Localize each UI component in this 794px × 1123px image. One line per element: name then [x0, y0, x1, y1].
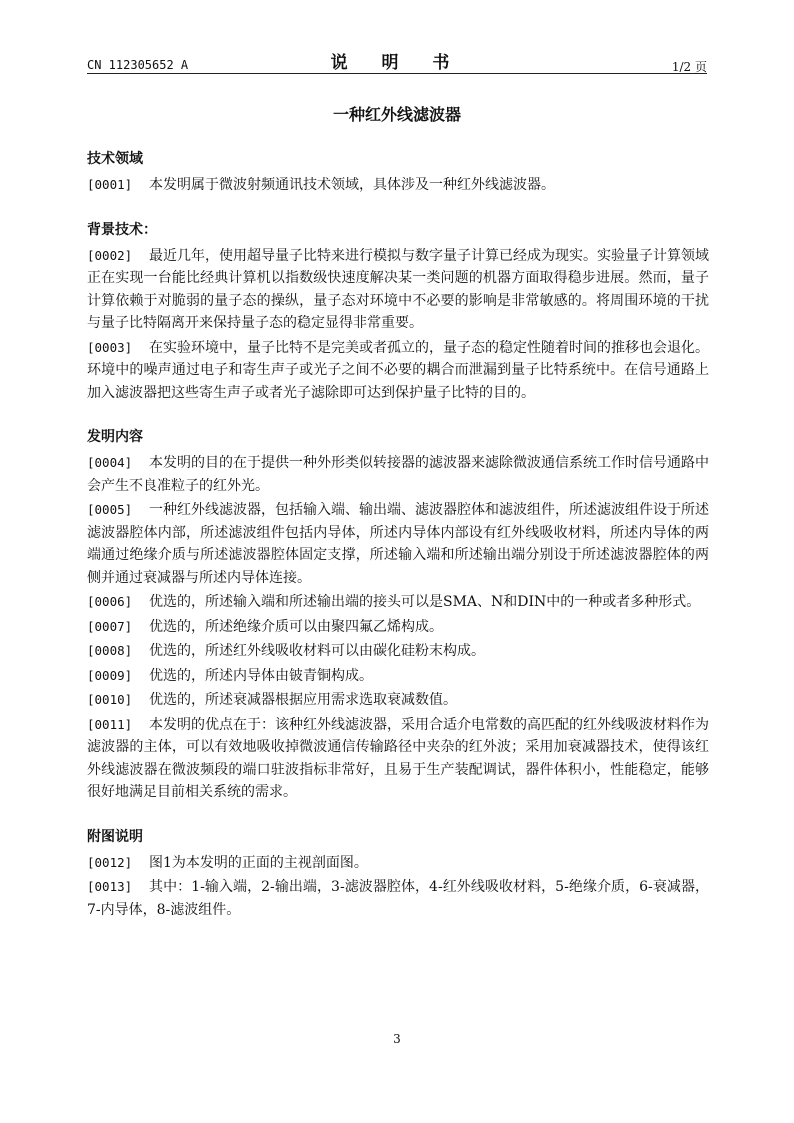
section-heading: 背景技术：	[87, 221, 157, 238]
page-indicator: 1/2 页	[671, 60, 707, 74]
document-title: 一种红外线滤波器	[332, 105, 461, 124]
paragraph-text: 优选的，所述红外线吸收材料可以由碳化硅粉末构成。	[149, 643, 485, 659]
paragraph-number: [0008]	[87, 643, 133, 658]
paragraph-text: 优选的，所述绝缘介质可以由聚四氟乙烯构成。	[149, 618, 443, 635]
paragraph-text: 图1为本发明的正面的主视剖面图。	[149, 854, 368, 871]
paragraph-number: [0013]	[87, 879, 133, 894]
paragraph	[87, 499, 709, 589]
publication-number: CN 112305652 A	[87, 58, 189, 72]
paragraph-text: 最近几年，使用超导量子比特来进行模拟与数字量子计算已经成为现实。实验量子计算领域正在实现一台能比经典计算机以指数级快速度解决某一类问题的机器方面取得稳步进展。然而，量子计算依赖于对脆弱的量子态的操纵，量子态对环境中不必要的影响是非常敏感的。将周围环境的干扰与量子比特隔离开来保持量子态的稳定显得非常重要。	[87, 247, 709, 331]
section	[87, 148, 709, 197]
section-heading: 附图说明	[87, 828, 143, 845]
paragraph	[87, 714, 709, 804]
header-rule	[87, 73, 707, 74]
section	[87, 219, 709, 405]
section-heading: 发明内容	[87, 429, 143, 445]
paragraph-number: [0004]	[87, 455, 133, 470]
paragraph-number: [0012]	[87, 854, 133, 870]
paragraph	[87, 876, 709, 921]
paragraph	[87, 337, 709, 405]
paragraph	[87, 174, 709, 197]
paragraph-text: 本发明的优点在于：该种红外线滤波器，采用合适介电常数的高匹配的红外线吸波材料作为滤波器的主体，可以有效地吸收掉微波通信传输路径中夹杂的红外波；采用加衰减器技术，使得该红外线滤波器在微波频段的端口驻波指标非常好，且易于生产装配调试，器件体积小，性能稳定，能够很好地满足目前相关系统的需求。	[87, 716, 709, 800]
paragraph-number: [0005]	[87, 502, 133, 517]
paragraph-number: [0011]	[87, 716, 133, 732]
paragraph	[87, 616, 709, 639]
paragraph	[87, 640, 709, 663]
paragraph-text: 其中：1-输入端，2-输出端，3-滤波器腔体，4-红外线吸收材料，5-绝缘介质，6-衰减器，7-内导体，8-滤波组件。	[87, 879, 709, 918]
paragraph	[87, 665, 709, 688]
section-heading: 技术领域	[87, 151, 143, 167]
paragraph-text: 在实验环境中，量子比特不是完美或者孤立的，量子态的稳定性随着时间的推移也会退化。环境中的噪声通过电子和寄生声子或光子之间不必要的耦合而泄漏到量子比特系统中。在信号通路上加入滤波器把这些寄生声子或者光子滤除即可达到保护量子比特的目的。	[87, 339, 709, 401]
document-body	[87, 148, 709, 943]
paragraph-text: 本发明属于微波射频通讯技术领域，具体涉及一种红外线滤波器。	[149, 177, 555, 193]
document-type: 说 明 书	[330, 53, 464, 73]
paragraph-number: [0009]	[87, 667, 133, 683]
paragraph-text: 一种红外线滤波器，包括输入端、输出端、滤波器腔体和滤波组件，所述滤波组件设于所述滤波器腔体内部，所述滤波组件包括内导体，所述内导体内部设有红外线吸收材料，所述内导体的两端通过绝缘介质与所述滤波器腔体固定支撑，所述输入端和所述输出端分别设于所述滤波器腔体的两侧并通过衰减器与所述内导体连接。	[87, 502, 709, 586]
paragraph	[87, 591, 709, 614]
paragraph	[87, 689, 709, 712]
paragraph-number: [0010]	[87, 692, 133, 707]
paragraph-number: [0001]	[87, 177, 133, 192]
paragraph-number: [0006]	[87, 594, 133, 609]
paragraph-text: 优选的，所述衰减器根据应用需求选取衰减数值。	[149, 692, 457, 708]
paragraph	[87, 852, 709, 875]
page-number: 3	[393, 1032, 401, 1046]
section	[87, 826, 709, 922]
paragraph-text: 本发明的目的在于提供一种外形类似转接器的滤波器来滤除微波通信系统工作时信号通路中会产生不良准粒子的红外光。	[87, 455, 709, 494]
paragraph	[87, 245, 709, 335]
paragraph-text: 优选的，所述输入端和所述输出端的接头可以是SMA、N和DIN中的一种或者多种形式。	[149, 594, 701, 610]
paragraph	[87, 452, 709, 497]
paragraph-number: [0007]	[87, 618, 133, 634]
paragraph-number: [0002]	[87, 247, 133, 263]
paragraph-number: [0003]	[87, 339, 133, 355]
paragraph-text: 优选的，所述内导体由铍青铜构成。	[149, 667, 373, 684]
page-header	[87, 44, 707, 74]
section	[87, 426, 709, 804]
